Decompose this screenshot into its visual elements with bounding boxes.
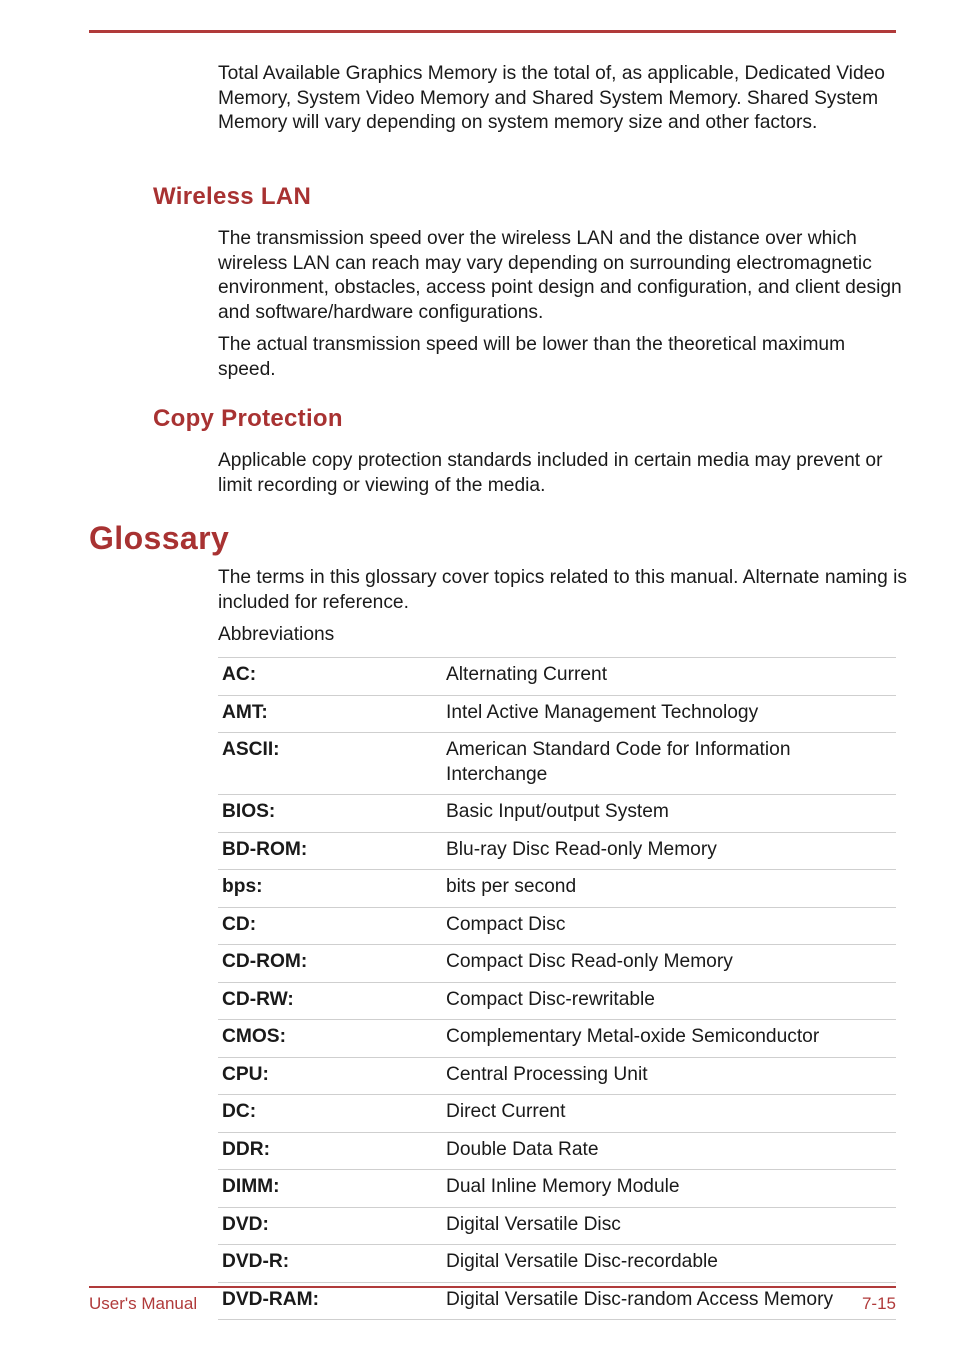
abbreviation-definition: Digital Versatile Disc-recordable <box>442 1245 896 1283</box>
table-row <box>218 1057 896 1095</box>
abbreviations-label: Abbreviations <box>218 624 335 645</box>
abbreviation-definition: Complementary Metal-oxide Semiconductor <box>442 1020 896 1058</box>
glossary-heading: Glossary <box>89 520 230 556</box>
abbreviation-term: CMOS: <box>218 1020 442 1058</box>
abbreviation-definition: bits per second <box>442 870 896 908</box>
table-row <box>218 1095 896 1133</box>
wireless-lan-paragraph-1: The transmission speed over the wireless LAN and the distance over which wireless LAN can reach may vary depending on surrounding electromagnetic environment, obstacles, access point design and configuration, and client design and software/hardware configurations. <box>218 228 902 323</box>
abbreviation-term: BIOS: <box>218 795 442 833</box>
abbreviation-definition: Double Data Rate <box>442 1132 896 1170</box>
table-row <box>218 982 896 1020</box>
abbreviation-definition: Blu-ray Disc Read-only Memory <box>442 832 896 870</box>
abbreviation-term: DDR: <box>218 1132 442 1170</box>
abbreviation-definition: Digital Versatile Disc-random Access Memory <box>442 1282 896 1320</box>
header-rule <box>89 30 896 33</box>
footer-rule <box>89 1286 896 1288</box>
abbreviation-term: BD-ROM: <box>218 832 442 870</box>
abbreviation-term: CD-ROM: <box>218 945 442 983</box>
abbreviation-definition: Digital Versatile Disc <box>442 1207 896 1245</box>
table-row <box>218 945 896 983</box>
abbreviation-term: DVD-R: <box>218 1245 442 1283</box>
copy-protection-heading: Copy Protection <box>153 405 343 432</box>
table-row <box>218 795 896 833</box>
abbreviation-definition: Compact Disc-rewritable <box>442 982 896 1020</box>
footer-manual-title: User's Manual <box>89 1294 198 1313</box>
abbreviation-definition: Direct Current <box>442 1095 896 1133</box>
table-row <box>218 1132 896 1170</box>
abbreviation-definition: Dual Inline Memory Module <box>442 1170 896 1208</box>
table-row <box>218 1020 896 1058</box>
abbreviation-definition: Central Processing Unit <box>442 1057 896 1095</box>
page-number: 7-15 <box>861 1294 896 1313</box>
abbreviation-definition: Compact Disc <box>442 907 896 945</box>
abbreviation-term: CD: <box>218 907 442 945</box>
abbreviation-term: AC: <box>218 658 442 696</box>
table-row <box>218 870 896 908</box>
abbreviation-definition: Alternating Current <box>442 658 896 696</box>
abbreviation-term: AMT: <box>218 695 442 733</box>
table-row <box>218 907 896 945</box>
table-row <box>218 1245 896 1283</box>
abbreviation-term: CPU: <box>218 1057 442 1095</box>
table-row <box>218 1207 896 1245</box>
abbreviation-definition: Intel Active Management Technology <box>442 695 896 733</box>
table-row <box>218 658 896 696</box>
abbreviation-term: DIMM: <box>218 1170 442 1208</box>
intro-paragraph: Total Available Graphics Memory is the total of, as applicable, Dedicated Video Memory, System Video Memory and Shared System Memory. Shared System Memory will vary depending on system memory size and other factors. <box>218 63 885 133</box>
abbreviation-term: DVD: <box>218 1207 442 1245</box>
table-row <box>218 1170 896 1208</box>
abbreviation-term: CD-RW: <box>218 982 442 1020</box>
abbreviation-term: ASCII: <box>218 733 442 795</box>
abbreviation-term: DC: <box>218 1095 442 1133</box>
abbreviation-term: DVD-RAM: <box>218 1282 442 1320</box>
glossary-intro: The terms in this glossary cover topics related to this manual. Alternate naming is included for reference. <box>218 567 907 613</box>
abbreviation-term: bps: <box>218 870 442 908</box>
abbreviations-table <box>218 657 896 1320</box>
wireless-lan-heading: Wireless LAN <box>153 183 312 210</box>
abbreviation-definition: American Standard Code for Information Interchange <box>442 733 896 795</box>
table-row <box>218 733 896 795</box>
abbreviation-definition: Basic Input/output System <box>442 795 896 833</box>
wireless-lan-paragraph-2: The actual transmission speed will be lower than the theoretical maximum speed. <box>218 334 846 380</box>
table-row <box>218 695 896 733</box>
table-row <box>218 832 896 870</box>
abbreviation-definition: Compact Disc Read-only Memory <box>442 945 896 983</box>
copy-protection-paragraph: Applicable copy protection standards included in certain media may prevent or limit recording or viewing of the media. <box>218 450 883 496</box>
